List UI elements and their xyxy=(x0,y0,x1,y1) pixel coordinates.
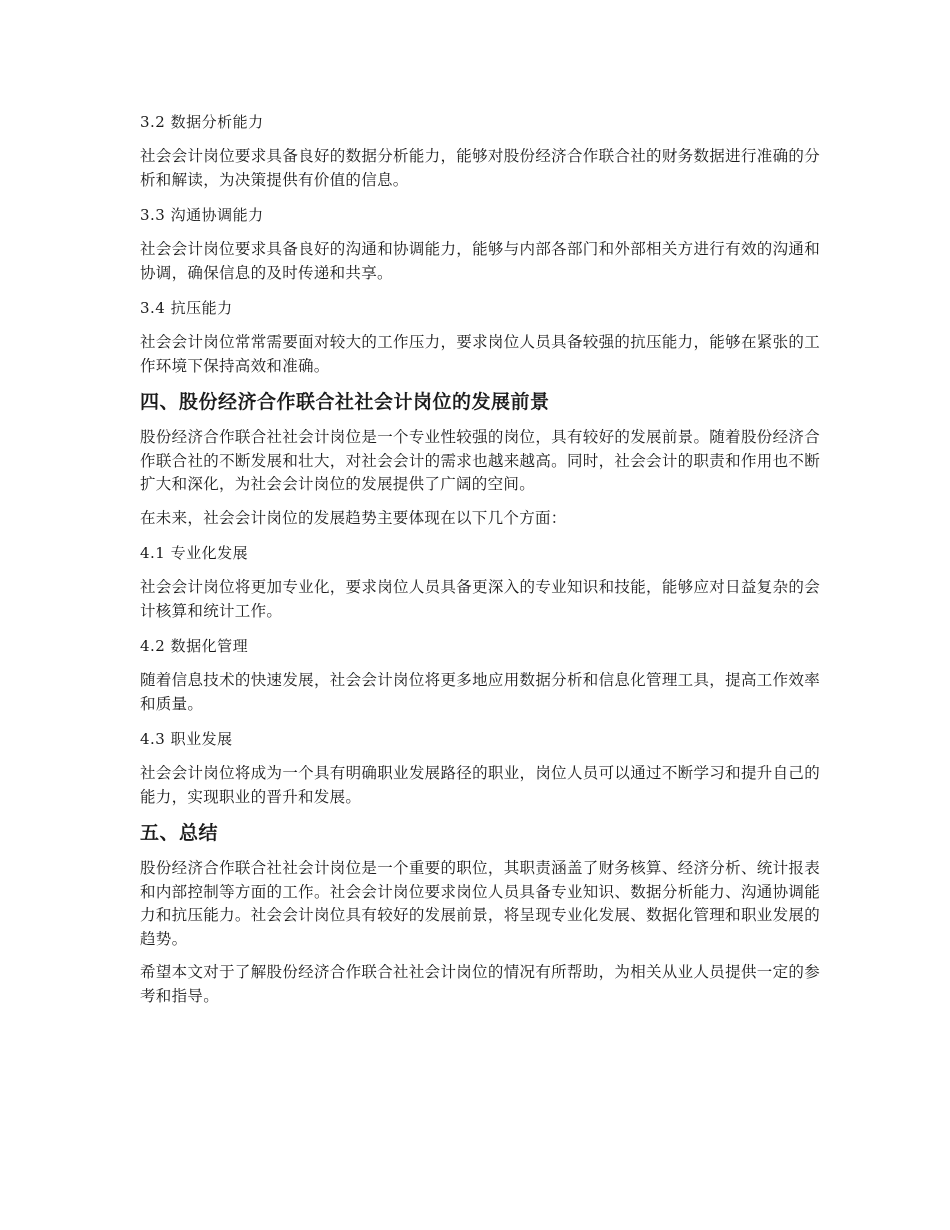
paragraph: 希望本文对于了解股份经济合作联合社社会计岗位的情况有所帮助，为相关从业人员提供一定的参考和指导。 xyxy=(140,963,820,1005)
subheading-3-2: 3.2 数据分析能力 xyxy=(140,113,264,131)
paragraph: 在未来，社会会计岗位的发展趋势主要体现在以下几个方面： xyxy=(140,508,567,527)
paragraph: 社会会计岗位将成为一个具有明确职业发展路径的职业，岗位人员可以通过不断学习和提升自己的能力，实现职业的晋升和发展。 xyxy=(140,764,820,806)
paragraph: 随着信息技术的快速发展，社会会计岗位将更多地应用数据分析和信息化管理工具，提高工作效率和质量。 xyxy=(140,671,820,713)
paragraph: 社会会计岗位常常需要面对较大的工作压力，要求岗位人员具备较强的抗压能力，能够在紧张的工作环境下保持高效和准确。 xyxy=(140,333,820,375)
section-heading-5: 五、总结 xyxy=(140,822,219,844)
subheading-4-3: 4.3 职业发展 xyxy=(140,730,233,748)
document-page xyxy=(140,109,820,1018)
subheading-4-2: 4.2 数据化管理 xyxy=(140,637,249,655)
subheading-3-3: 3.3 沟通协调能力 xyxy=(140,206,264,224)
paragraph: 股份经济合作联合社社会计岗位是一个专业性较强的岗位，具有较好的发展前景。随着股份经济合作联合社的不断发展和壮大，对社会会计的需求也越来越高。同时，社会会计的职责和作用也不断扩大和深化，为社会会计岗位的发展提供了广阔的空间。 xyxy=(140,428,820,493)
subheading-3-4: 3.4 抗压能力 xyxy=(140,299,233,317)
paragraph: 股份经济合作联合社社会计岗位是一个重要的职位，其职责涵盖了财务核算、经济分析、统计报表和内部控制等方面的工作。社会会计岗位要求岗位人员具备专业知识、数据分析能力、沟通协调能力和抗压能力。社会会计岗位具有较好的发展前景，将呈现专业化发展、数据化管理和职业发展的趋势。 xyxy=(140,859,820,948)
section-heading-4: 四、股份经济合作联合社社会计岗位的发展前景 xyxy=(140,391,550,413)
paragraph: 社会会计岗位将更加专业化，要求岗位人员具备更深入的专业知识和技能，能够应对日益复杂的会计核算和统计工作。 xyxy=(140,578,820,620)
paragraph: 社会会计岗位要求具备良好的数据分析能力，能够对股份经济合作联合社的财务数据进行准确的分析和解读，为决策提供有价值的信息。 xyxy=(140,147,820,189)
subheading-4-1: 4.1 专业化发展 xyxy=(140,544,249,562)
paragraph: 社会会计岗位要求具备良好的沟通和协调能力，能够与内部各部门和外部相关方进行有效的沟通和协调，确保信息的及时传递和共享。 xyxy=(140,240,820,282)
